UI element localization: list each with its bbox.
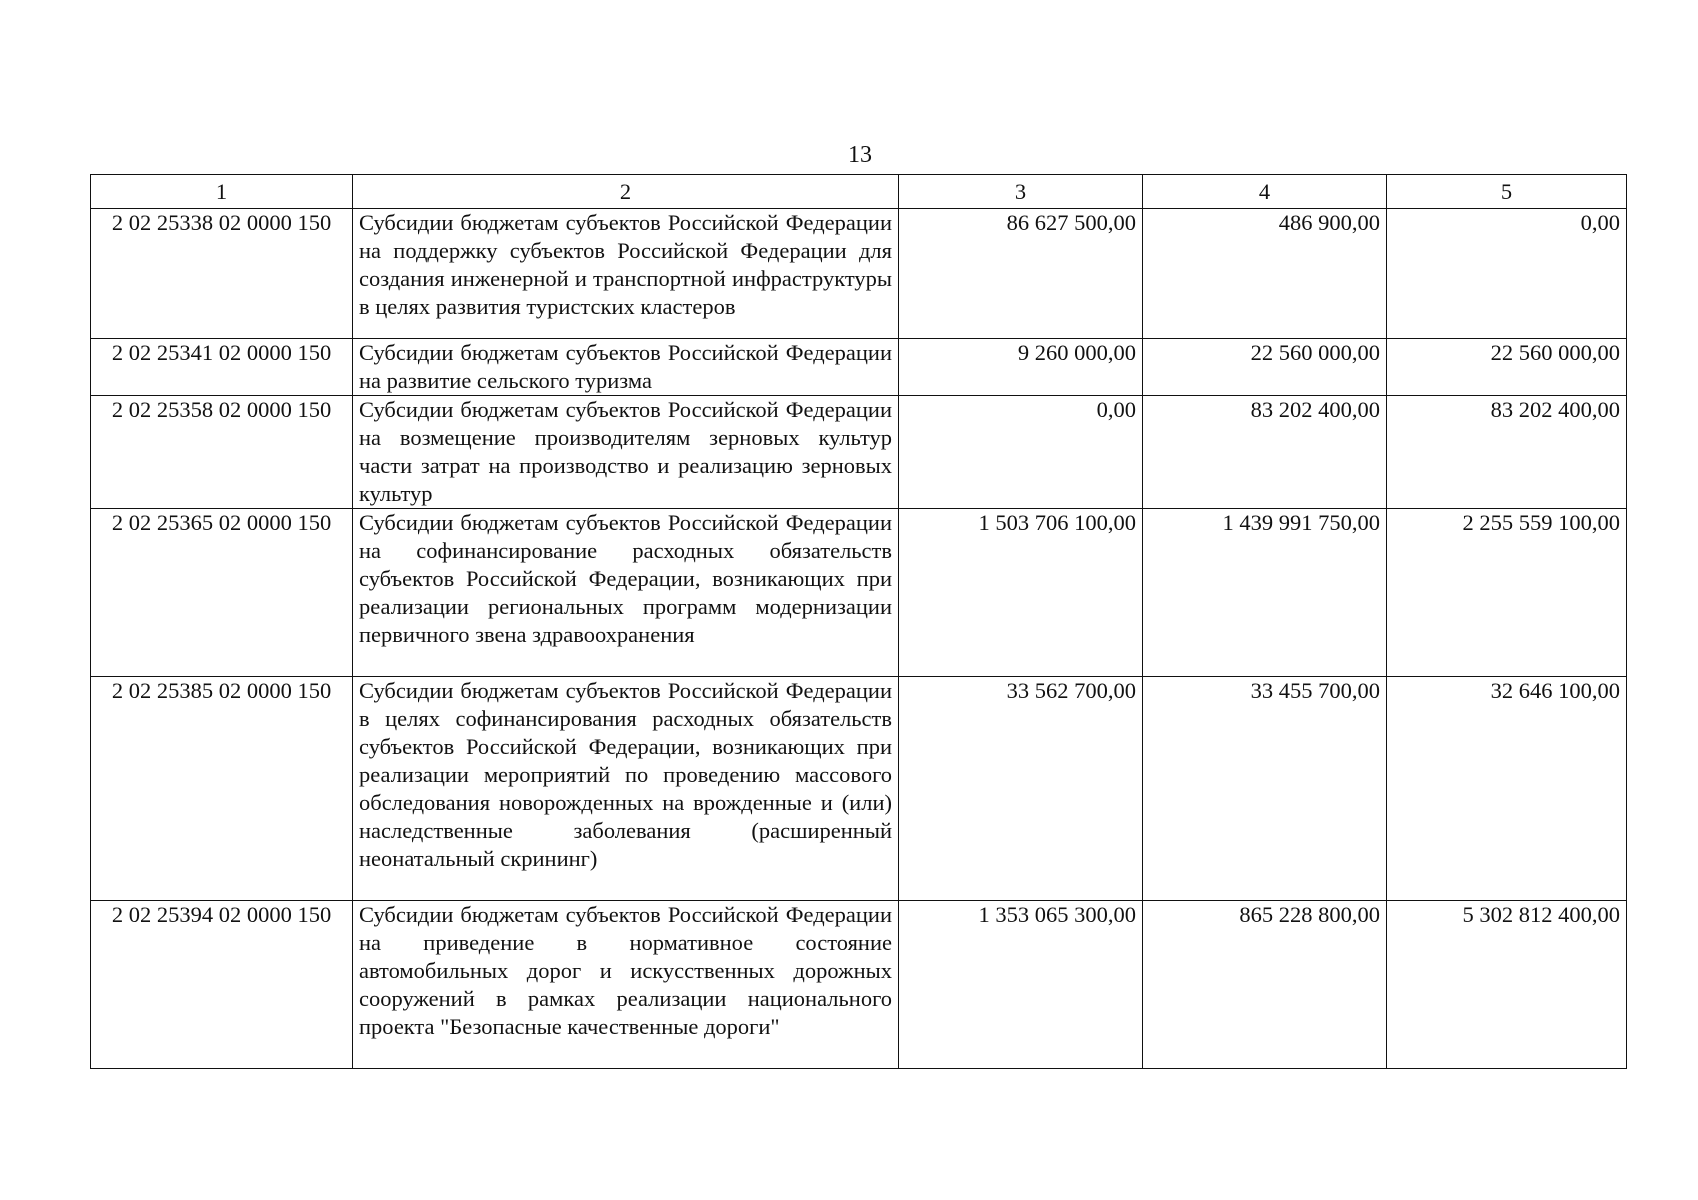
column-header-4: 4 bbox=[1143, 175, 1387, 209]
amount-col5-cell: 2 255 559 100,00 bbox=[1387, 509, 1627, 677]
amount-col5-cell: 32 646 100,00 bbox=[1387, 677, 1627, 901]
column-header-5: 5 bbox=[1387, 175, 1627, 209]
budget-code-cell: 2 02 25394 02 0000 150 bbox=[91, 901, 353, 1069]
column-header-3: 3 bbox=[899, 175, 1143, 209]
amount-col4-cell: 33 455 700,00 bbox=[1143, 677, 1387, 901]
amount-col3-cell: 86 627 500,00 bbox=[899, 209, 1143, 339]
description-cell: Субсидии бюджетам субъектов Российской Федерации на возмещение производителям зерновых культур части затрат на производство и реализацию зерновых культур bbox=[353, 396, 899, 509]
amount-col5-cell: 83 202 400,00 bbox=[1387, 396, 1627, 509]
table-row bbox=[91, 396, 1627, 509]
amount-col4-cell: 22 560 000,00 bbox=[1143, 339, 1387, 396]
amount-col5-cell: 0,00 bbox=[1387, 209, 1627, 339]
table-row bbox=[91, 677, 1627, 901]
budget-code-cell: 2 02 25365 02 0000 150 bbox=[91, 509, 353, 677]
budget-code-cell: 2 02 25385 02 0000 150 bbox=[91, 677, 353, 901]
table-row bbox=[91, 339, 1627, 396]
description-cell: Субсидии бюджетам субъектов Российской Федерации в целях софинансирования расходных обязательств субъектов Российской Федерации, возникающих при реализации мероприятий по проведению массового обследования новорожденных на врожденные и (или) наследственные заболевания (расширенный неонатальный скрининг) bbox=[353, 677, 899, 901]
amount-col5-cell: 22 560 000,00 bbox=[1387, 339, 1627, 396]
amount-col4-cell: 486 900,00 bbox=[1143, 209, 1387, 339]
description-cell: Субсидии бюджетам субъектов Российской Федерации на развитие сельского туризма bbox=[353, 339, 899, 396]
description-cell: Субсидии бюджетам субъектов Российской Федерации на приведение в нормативное состояние автомобильных дорог и искусственных дорожных сооружений в рамках реализации национального проекта "Безопасные качественные дороги" bbox=[353, 901, 899, 1069]
amount-col3-cell: 9 260 000,00 bbox=[899, 339, 1143, 396]
budget-code-cell: 2 02 25338 02 0000 150 bbox=[91, 209, 353, 339]
amount-col4-cell: 1 439 991 750,00 bbox=[1143, 509, 1387, 677]
table-row bbox=[91, 509, 1627, 677]
header-row bbox=[91, 175, 1627, 209]
amount-col3-cell: 33 562 700,00 bbox=[899, 677, 1143, 901]
table-row bbox=[91, 901, 1627, 1069]
description-cell: Субсидии бюджетам субъектов Российской Федерации на софинансирование расходных обязательств субъектов Российской Федерации, возникающих при реализации региональных программ модернизации первичного звена здравоохранения bbox=[353, 509, 899, 677]
amount-col3-cell: 1 353 065 300,00 bbox=[899, 901, 1143, 1069]
table-row bbox=[91, 209, 1627, 339]
budget-code-cell: 2 02 25358 02 0000 150 bbox=[91, 396, 353, 509]
column-header-1: 1 bbox=[91, 175, 353, 209]
amount-col5-cell: 5 302 812 400,00 bbox=[1387, 901, 1627, 1069]
amount-col4-cell: 83 202 400,00 bbox=[1143, 396, 1387, 509]
amount-col3-cell: 0,00 bbox=[899, 396, 1143, 509]
amount-col3-cell: 1 503 706 100,00 bbox=[899, 509, 1143, 677]
amount-col4-cell: 865 228 800,00 bbox=[1143, 901, 1387, 1069]
page-number: 13 bbox=[848, 142, 872, 168]
budget-code-cell: 2 02 25341 02 0000 150 bbox=[91, 339, 353, 396]
description-cell: Субсидии бюджетам субъектов Российской Федерации на поддержку субъектов Российской Федерации для создания инженерной и транспортной инфраструктуры в целях развития туристских кластеров bbox=[353, 209, 899, 339]
column-header-2: 2 bbox=[353, 175, 899, 209]
budget-table bbox=[90, 174, 1627, 1069]
